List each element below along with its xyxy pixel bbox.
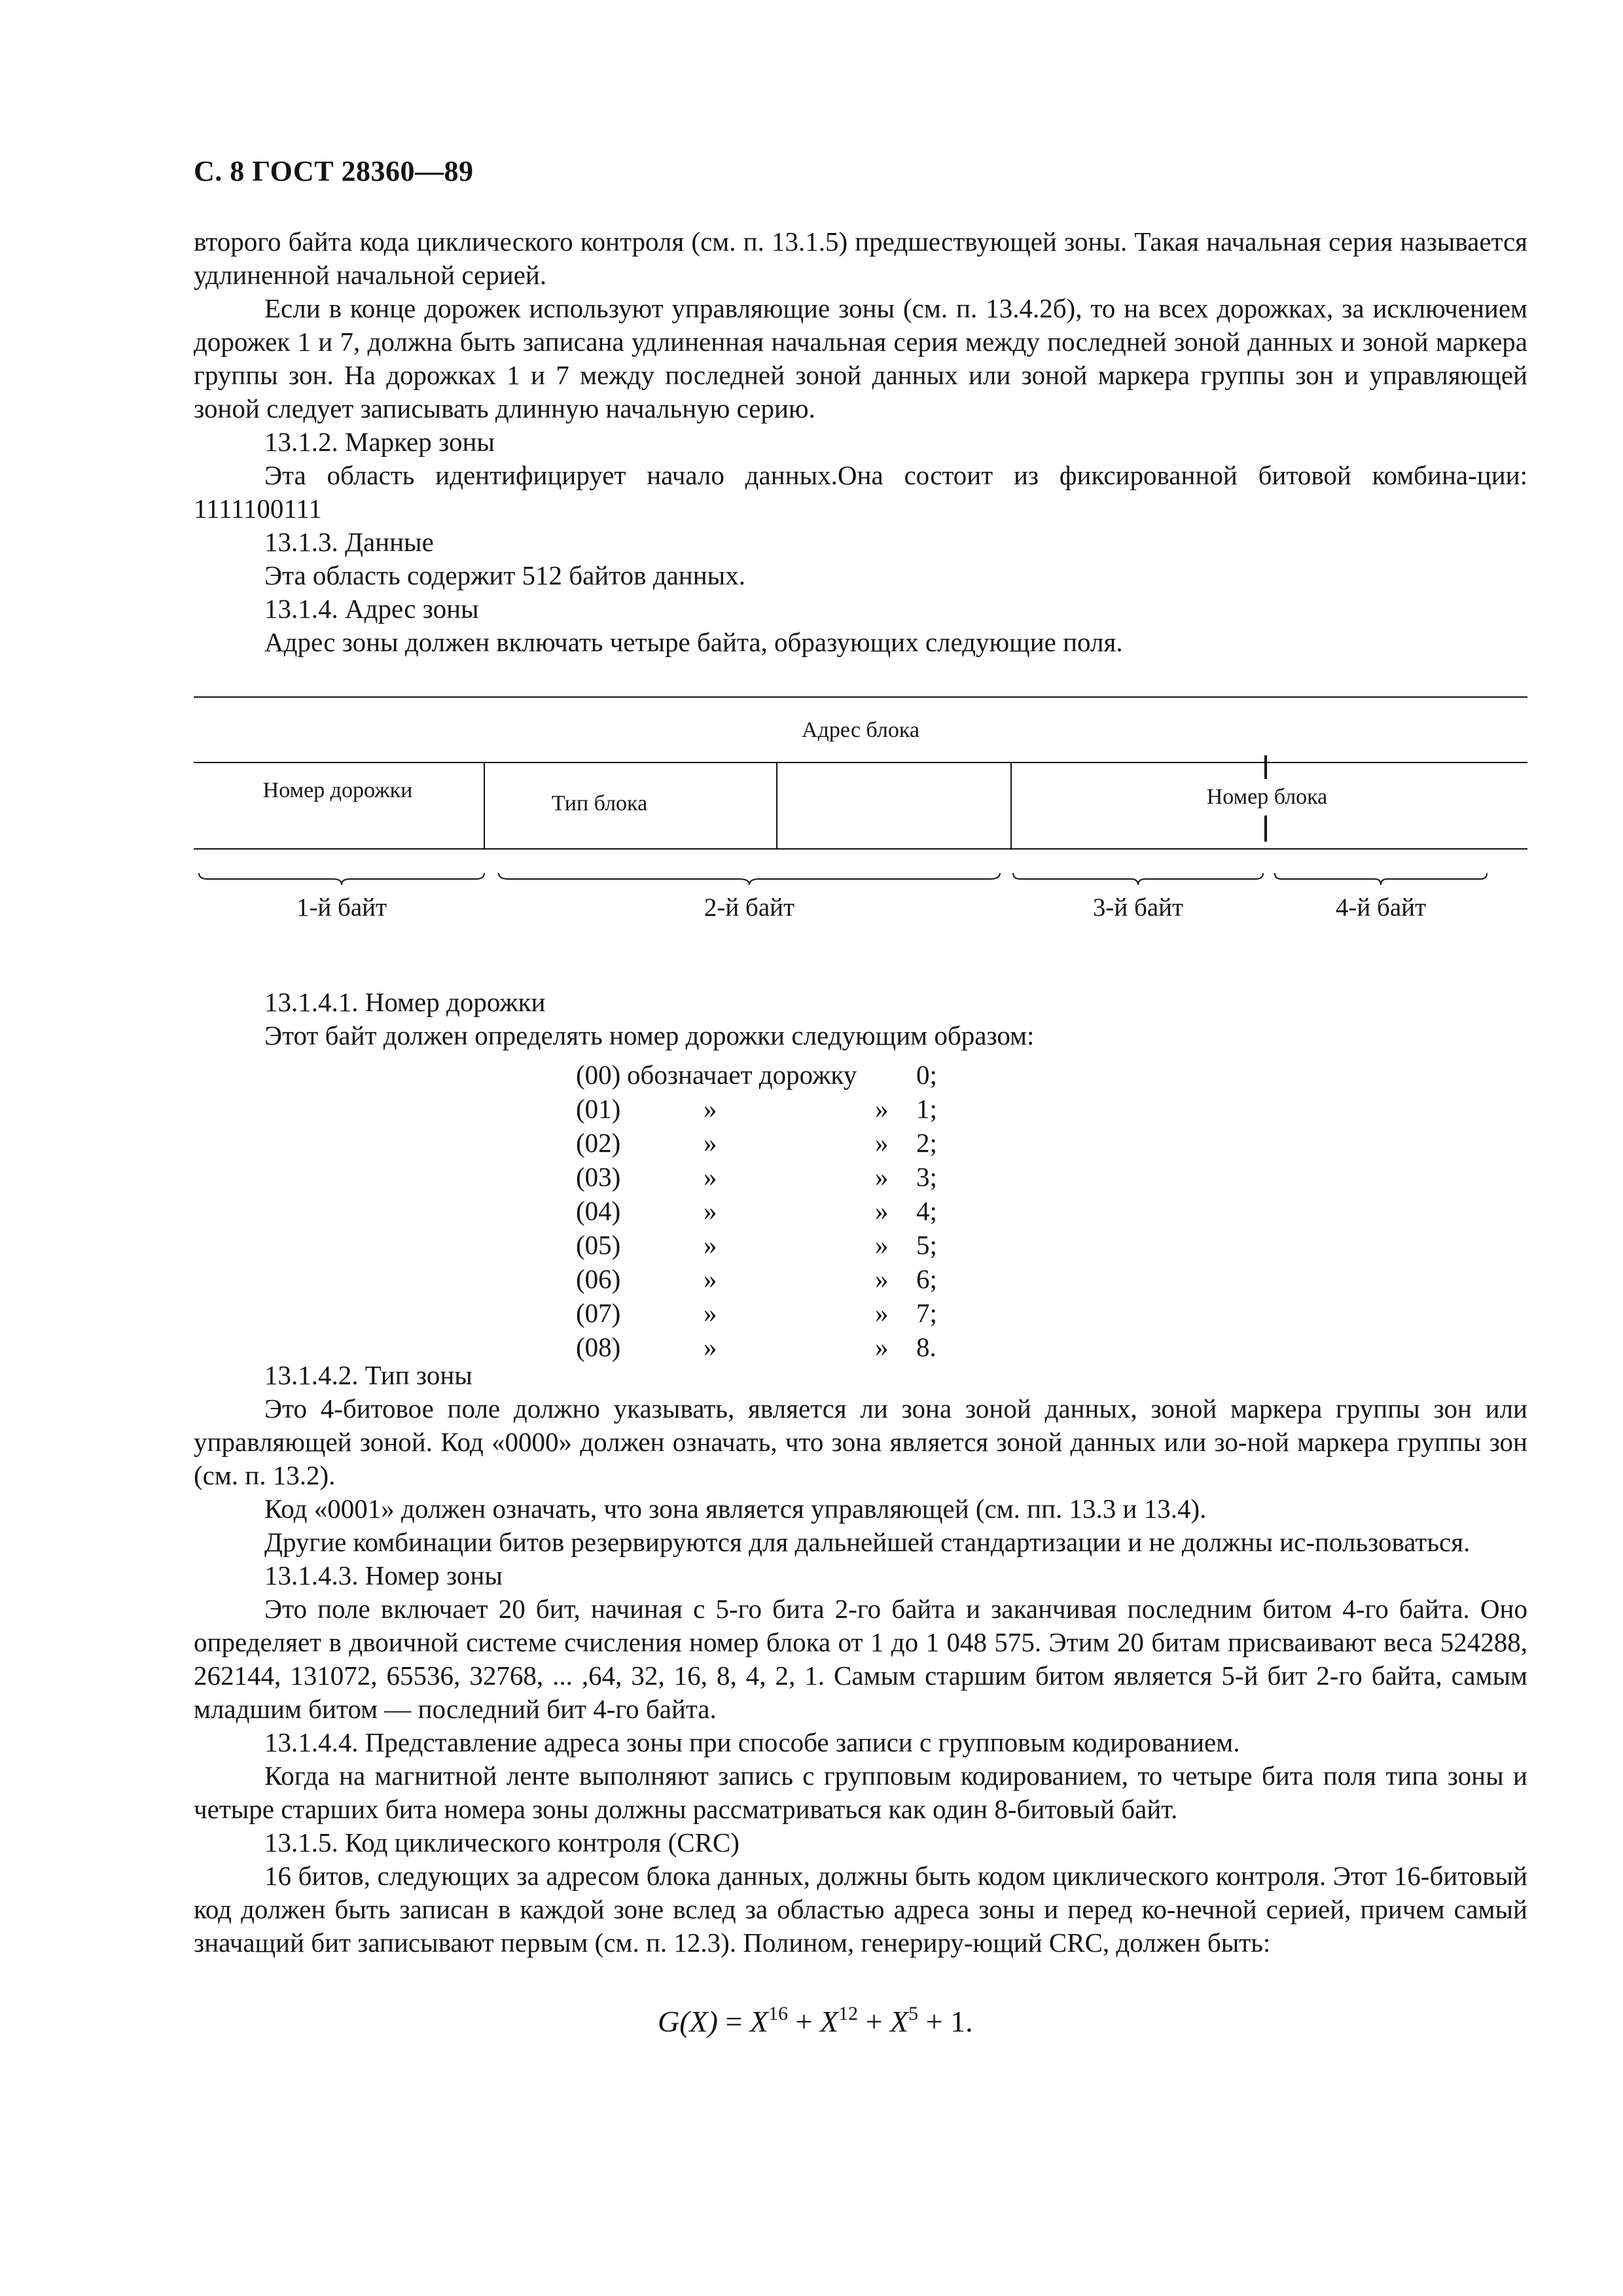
table-tick-upper [1264,755,1267,779]
paragraph-type-3: Другие комбинации битов резервируются для дальнейшей стандартизации и не должны ис-пользоваться. [264,1527,1471,1557]
byte-label-4: 4-й байт [1335,893,1427,922]
ditto-mark: » [875,1298,889,1328]
page-header: С. 8 ГОСТ 28360—89 [194,155,474,187]
ditto-mark: » [704,1264,717,1294]
formula-x: X [749,2005,769,2038]
heading-13-1-2: 13.1.2. Маркер зоны [264,427,495,457]
track-code: (01) [576,1094,621,1124]
track-number: 1; [916,1094,937,1124]
body-section [194,1359,1527,1960]
formula-lhs: G(X) [658,2005,718,2038]
track-code: (07) [576,1298,621,1328]
formula-x: X [819,2005,839,2038]
paragraph-type-2: Код «0001» должен означать, что зона является управляющей (см. пп. 13.3 и 13.4). [264,1494,1207,1524]
table-divider-1 [484,762,485,850]
paragraph-track-intro: Этот байт должен определять номер дорожки следующим образом: [264,1020,1035,1050]
table-cell-block-type: Тип блока [551,791,648,816]
track-number: 8. [916,1332,936,1362]
paragraph-type-1: Это 4-битовое поле должно указывать, является ли зона зоной данных, зоной маркера группы зон или управляющей зоной. Код «0000» должен означать, что зона является зоной данных или зо-ной маркера группы зон (см. п. 13.2). [194,1393,1527,1490]
ditto-mark: » [875,1196,889,1226]
table-title: Адрес блока [802,718,919,742]
paragraph-data: Эта область содержит 512 байтов данных. [264,560,745,590]
track-section [194,986,1527,1052]
byte-label-2: 2-й байт [704,893,795,922]
byte-label-3: 3-й байт [1092,893,1184,922]
ditto-mark: » [704,1332,717,1362]
formula-equals: = [725,2005,743,2038]
heading-13-1-5: 13.1.5. Код циклического контроля (CRC) [264,1827,740,1857]
brace-byte-2 [499,873,1000,885]
formula-exp-5: 5 [908,2003,919,2024]
heading-13-1-4: 13.1.4. Адрес зоны [264,594,479,624]
ditto-mark: » [875,1094,889,1124]
paragraph-group-coding: Когда на магнитной ленте выполняют запись с групповым кодированием, то четыре бита поля типа зоны и четыре старших бита номера зоны должны рассматриваться как один 8-битовый байт. [194,1761,1527,1824]
table-top-rule [194,696,1527,698]
ditto-mark: » [704,1128,717,1158]
track-code: (03) [576,1162,621,1192]
heading-13-1-4-2: 13.1.4.2. Тип зоны [264,1360,473,1390]
formula-exp-12: 12 [838,2003,859,2024]
ditto-mark: » [875,1128,889,1158]
table-mid-rule [194,762,1527,763]
formula-plus: + [925,2005,943,2038]
brace-byte-4 [1275,873,1487,885]
track-code: (04) [576,1196,621,1226]
intro-section [194,225,1527,659]
ditto-mark: » [875,1162,889,1192]
track-code: (00) [576,1060,621,1090]
paragraph-block-number: Это поле включает 20 бит, начиная с 5-го бита 2-го байта и заканчивая последним битом 4-го байта. Оно определяет в двоичной системе счисления номер блока от 1 до 1 048 575. Этим 20 битам присваивают веса 524288, 262144, 131072, 65536, 32768, ... ,64, 32, 16, 8, 4, 2, 1. Самым старшим битом является 5-й бит 2-го байта, самым младшим битом — последний бит 4-го байта. [194,1594,1527,1724]
formula-exp-16: 16 [768,2003,789,2024]
formula-x: X [890,2005,909,2038]
table-divider-3 [1010,762,1012,850]
ditto-mark: » [704,1230,717,1260]
paragraph-crc: 16 битов, следующих за адресом блока данных, должны быть кодом циклического контроля. Этот 16-битовый код должен быть записан в каждой зоне вслед за областью адреса зоны и перед ко-нечной серией, причем самый значащий бит записывают первым (см. п. 12.3). Полином, генериру-ющий CRC, должен быть: [194,1861,1527,1958]
heading-13-1-3: 13.1.3. Данные [264,527,434,557]
paragraph-marker: Эта область идентифицирует начало данных.Она состоит из фиксированной битовой комбина-ции: 1111100111 [194,460,1527,524]
paragraph-address: Адрес зоны должен включать четыре байта, образующих следующие поля. [264,627,1123,657]
formula-tail: 1. [950,2005,973,2038]
brace-byte-1 [199,873,484,885]
track-number: 2; [916,1128,937,1158]
ditto-mark: » [704,1196,717,1226]
track-code-text: обозначает дорожку [627,1060,857,1090]
table-cell-block-number: Номер блока [1206,785,1328,809]
table-cell-track-number: Номер дорожки [262,778,413,802]
formula-plus: + [865,2005,883,2038]
ditto-mark: » [704,1162,717,1192]
track-number: 0; [916,1060,937,1090]
ditto-mark: » [875,1264,889,1294]
heading-13-1-4-4: 13.1.4.4. Представление адреса зоны при способе записи с групповым кодированием. [264,1727,1240,1757]
track-number: 5; [916,1230,937,1260]
heading-13-1-4-3: 13.1.4.3. Номер зоны [264,1560,503,1590]
brace-byte-3 [1013,873,1263,885]
track-code: (02) [576,1128,621,1158]
track-number: 4; [916,1196,937,1226]
ditto-mark: » [704,1298,717,1328]
track-number: 7; [916,1298,937,1328]
paragraph-intro-2: Если в конце дорожек используют управляющие зоны (см. п. 13.4.2б), то на всех дорожках, за исключением дорожек 1 и 7, должна быть записана удлиненная начальная серия между последней зоной данных и зоной маркера группы зон. На дорожках 1 и 7 между последней зоной данных или зоной маркера группы зон и управляющей зоной следует записывать длинную начальную серию. [194,293,1527,423]
ditto-mark: » [875,1332,889,1362]
ditto-mark: » [875,1230,889,1260]
paragraph-intro-1: второго байта кода циклического контроля (см. п. 13.1.5) предшествующей зоны. Такая начальная серия называется удлиненной начальной серией. [194,226,1527,290]
byte-label-1: 1-й байт [296,893,387,922]
table-divider-2 [776,762,777,850]
ditto-mark: » [704,1094,717,1124]
track-code: (08) [576,1332,621,1362]
formula-plus: + [795,2005,813,2038]
track-code: (06) [576,1264,621,1294]
track-number: 3; [916,1162,937,1192]
track-code: (05) [576,1230,621,1260]
table-bottom-rule [194,848,1527,850]
crc-polynomial-formula [658,2004,973,2039]
heading-13-1-4-1: 13.1.4.1. Номер дорожки [264,987,546,1017]
track-number: 6; [916,1264,937,1294]
table-tick-lower [1264,816,1267,842]
